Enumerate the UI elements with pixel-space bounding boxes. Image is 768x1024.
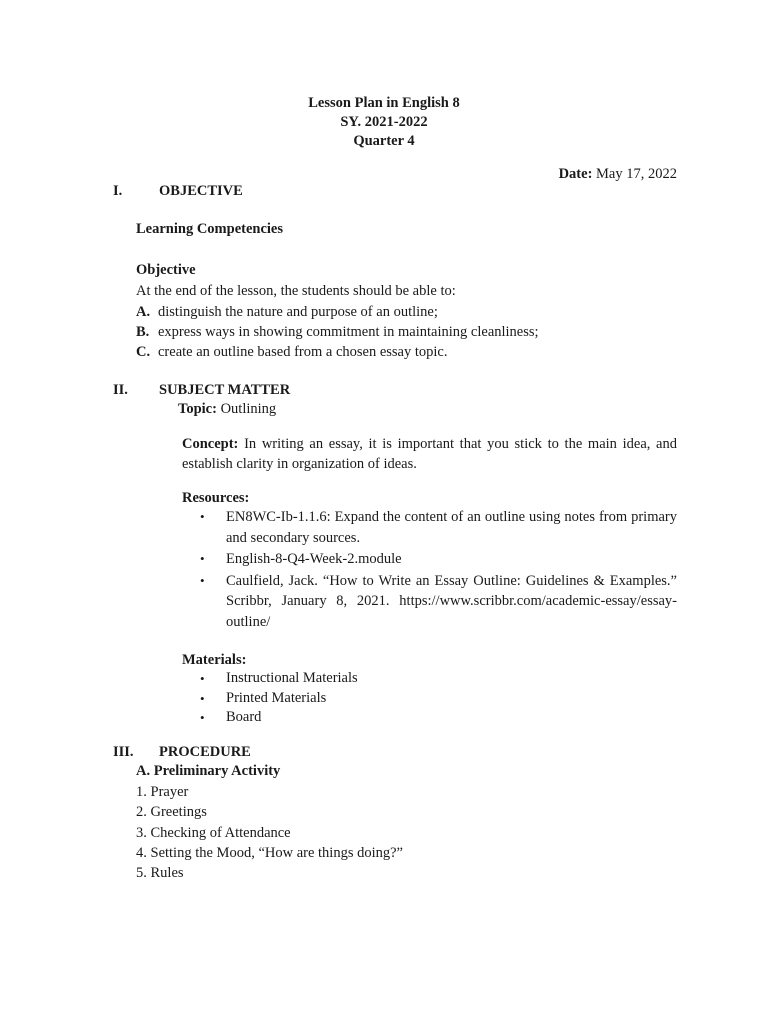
- list-item: 4. Setting the Mood, “How are things doing?”: [136, 844, 403, 861]
- material-text: Printed Materials: [226, 689, 327, 706]
- section-number-procedure: III.: [113, 744, 134, 760]
- materials-heading: Materials:: [182, 652, 247, 668]
- topic-value: Outlining: [220, 401, 277, 417]
- list-item: [200, 708, 677, 728]
- list-item: 5. Rules: [136, 865, 184, 882]
- list-item: [200, 571, 677, 633]
- objective-item: [136, 302, 438, 322]
- document-header: [0, 94, 768, 151]
- bullet-icon: •: [200, 671, 205, 686]
- section-number-subject-matter: II.: [113, 382, 128, 398]
- procedure-steps-list: [136, 782, 403, 883]
- materials-list: [200, 669, 677, 728]
- header-quarter: Quarter 4: [353, 133, 415, 149]
- list-item: [200, 669, 677, 689]
- section-title-procedure: PROCEDURE: [159, 744, 251, 760]
- objective-item-letter: A.: [136, 304, 151, 320]
- objective-item: [136, 342, 447, 362]
- concept-label: Concept:: [182, 436, 239, 452]
- objective-item-text: create an outline based from a chosen essay topic.: [158, 344, 448, 360]
- bullet-icon: •: [200, 572, 205, 588]
- objective-intro: At the end of the lesson, the students should be able to:: [136, 283, 456, 299]
- bullet-icon: •: [200, 551, 205, 566]
- list-item: [200, 549, 677, 570]
- date-line: [559, 165, 677, 184]
- objective-item: [136, 322, 539, 342]
- resource-text: English-8-Q4-Week-2.module: [226, 551, 402, 567]
- objective-item-text: distinguish the nature and purpose of an outline;: [158, 304, 438, 320]
- bullet-icon: •: [200, 710, 205, 725]
- topic-line: [178, 399, 276, 419]
- preliminary-activity-heading: A. Preliminary Activity: [136, 763, 281, 779]
- bullet-icon: •: [200, 509, 205, 524]
- list-item: [200, 689, 677, 709]
- list-item: 2. Greetings: [136, 804, 207, 821]
- list-item: [200, 507, 677, 548]
- date-value: May 17, 2022: [596, 166, 677, 182]
- list-item: 1. Prayer: [136, 784, 189, 800]
- concept-text: In writing an essay, it is important that you stick to the main idea, and establish clarity in organization of ideas.: [182, 436, 677, 472]
- objective-item-text: express ways in showing commitment in maintaining cleanliness;: [158, 324, 539, 340]
- section-title-subject-matter: SUBJECT MATTER: [159, 382, 291, 398]
- section-title-objective: OBJECTIVE: [159, 183, 243, 199]
- resources-list: [200, 507, 677, 633]
- section-number-objective: I.: [113, 183, 123, 199]
- resources-heading: Resources:: [182, 490, 250, 506]
- concept-paragraph: [182, 434, 677, 474]
- material-text: Board: [226, 709, 262, 725]
- date-label: Date:: [558, 166, 593, 182]
- learning-competencies-heading: Learning Competencies: [136, 221, 283, 237]
- header-title: Lesson Plan in English 8: [308, 95, 460, 111]
- topic-label: Topic:: [178, 401, 217, 417]
- list-item: 3. Checking of Attendance: [136, 824, 291, 841]
- material-text: Instructional Materials: [226, 670, 358, 686]
- resource-text: EN8WC-Ib-1.1.6: Expand the content of an outline using notes from primary and secondary sources.: [226, 509, 677, 546]
- objective-item-letter: B.: [136, 324, 150, 340]
- bullet-icon: •: [200, 690, 205, 706]
- objective-item-letter: C.: [136, 344, 151, 360]
- header-school-year: SY. 2021-2022: [340, 114, 428, 130]
- objective-heading: Objective: [136, 262, 196, 278]
- resource-text: Caulfield, Jack. “How to Write an Essay Outline: Guidelines & Examples.” Scribbr, January 8, 2021. https://www.scribbr.com/academic-essay/essay-outline/: [226, 572, 677, 630]
